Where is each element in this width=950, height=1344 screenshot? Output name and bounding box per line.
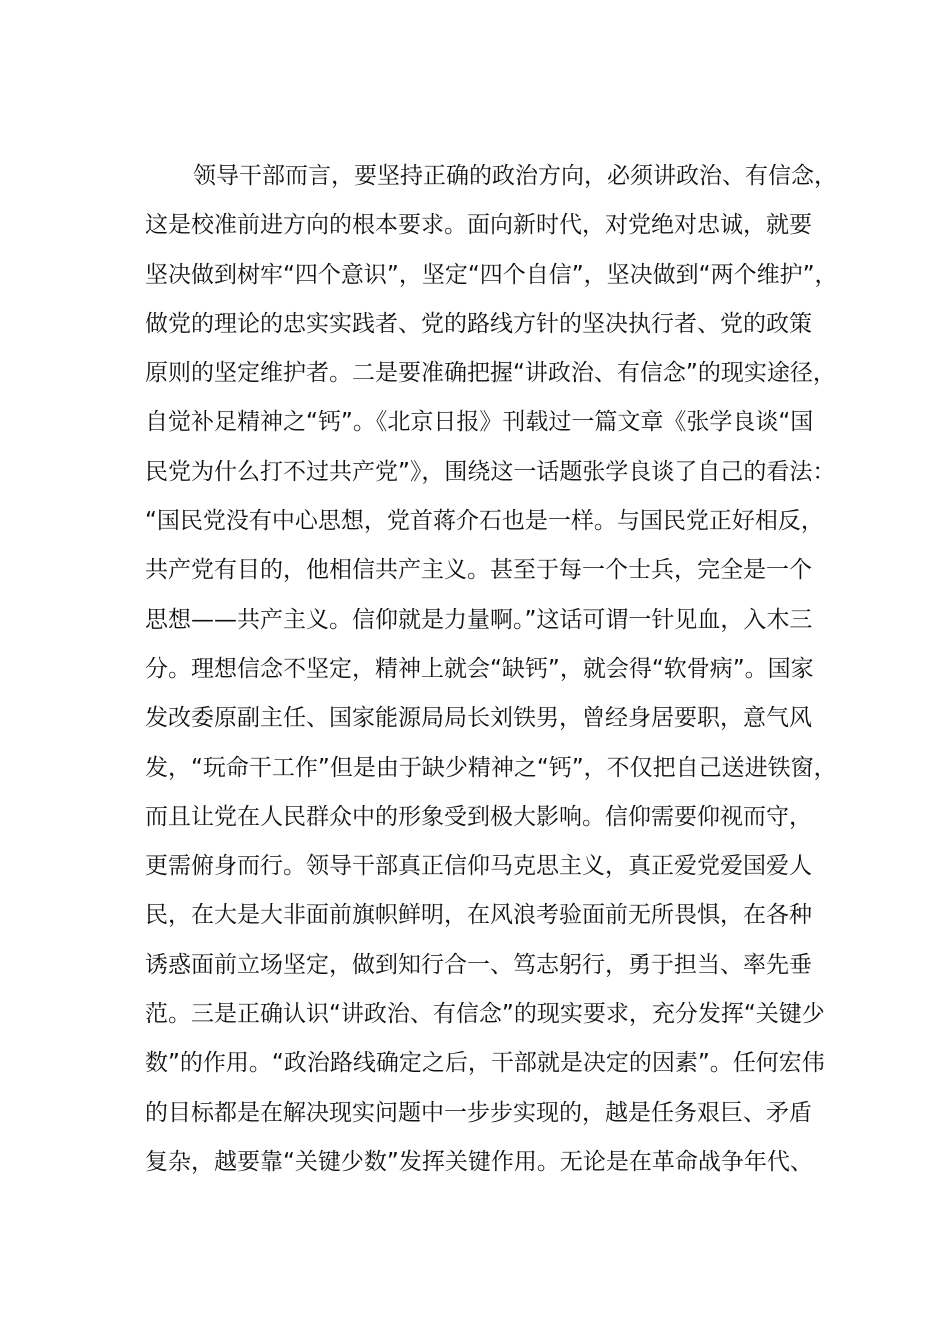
text-line: 思想——共产主义。信仰就是力量啊。”这话可谓一针见血，入木三	[145, 606, 813, 633]
text-line: 复杂，越要靠“关键少数”发挥关键作用。无论是在革命战争年代、	[145, 1148, 813, 1175]
text-line: 原则的坚定维护者。二是要准确把握“讲政治、有信念”的现实途径，	[145, 360, 836, 387]
text-line: 这是校准前进方向的根本要求。面向新时代，对党绝对忠诚，就要	[145, 212, 812, 239]
text-line: 发改委原副主任、国家能源局局长刘铁男，曾经身居要职，意气风	[145, 705, 812, 732]
text-line: 领导干部而言，要坚持正确的政治方向，必须讲政治、有信念，	[193, 163, 837, 189]
text-line: 更需俯身而行。领导干部真正信仰马克思主义，真正爱党爱国爱人	[145, 853, 812, 880]
text-line: 做党的理论的忠实实践者、党的路线方针的坚决执行者、党的政策	[145, 310, 812, 337]
text-line: “国民党没有中心思想，党首蒋介石也是一样。与国民党正好相反，	[145, 508, 824, 535]
text-line: 的目标都是在解决现实问题中一步步实现的，越是任务艰巨、矛盾	[145, 1099, 812, 1126]
text-line: 数”的作用。“政治路线确定之后，干部就是决定的因素”。任何宏伟	[145, 1050, 825, 1077]
text-line: 分。理想信念不坚定，精神上就会“缺钙”，就会得“软骨病”。国家	[145, 655, 814, 682]
text-line: 民党为什么打不过共产党”》，围绕这一话题张学良谈了自己的看法：	[145, 458, 836, 485]
text-line: 自觉补足精神之“钙”。《北京日报》刊载过一篇文章《张学良谈“国	[145, 409, 814, 436]
text-line: 而且让党在人民群众中的形象受到极大影响。信仰需要仰视而守，	[145, 803, 812, 830]
text-line: 坚决做到树牢“四个意识”，坚定“四个自信”，坚决做到“两个维护”，	[145, 261, 838, 288]
text-line: 发，“玩命干工作”但是由于缺少精神之“钙”，不仅把自己送进铁窗，	[145, 754, 837, 781]
text-line: 范。三是正确认识“讲政治、有信念”的现实要求，充分发挥“关键少	[145, 1001, 825, 1028]
body-paragraph	[145, 152, 838, 1187]
text-line: 共产党有目的，他相信共产主义。甚至于每一个士兵，完全是一个	[145, 557, 812, 584]
text-line: 民，在大是大非面前旗帜鲜明，在风浪考验面前无所畏惧，在各种	[145, 902, 812, 929]
text-line: 诱惑面前立场坚定，做到知行合一、笃志躬行，勇于担当、率先垂	[145, 951, 812, 978]
